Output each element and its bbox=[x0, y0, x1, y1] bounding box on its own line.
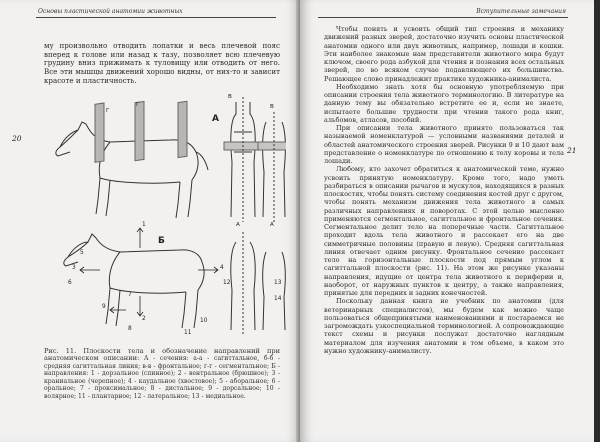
figure-number-9: 9 bbox=[102, 304, 106, 310]
right-paragraph-1: Чтобы понять и усвоить общий тип строения и механику движений разных зверей, достаточно изучить основы пластической анатомии одного или двух животных, например, лошади и кошки. Эти наиболее знакомые нам представители животного мира будут ключом, своего рода азбукой для чтения и познания всех остальных зверей, по во всяком случае подавляющего их большинства. Решающее слово принадлежит практике художника-анималиста. bbox=[324, 25, 564, 83]
left-running-head: Основы пластической анатомии животных bbox=[38, 8, 183, 15]
figure-number-13: 13 bbox=[274, 280, 282, 286]
figure-number-3: 3 bbox=[72, 265, 76, 271]
figure-label-g1: Г bbox=[136, 102, 140, 108]
figure-number-12: 12 bbox=[223, 280, 231, 286]
figure-number-1: 1 bbox=[142, 222, 146, 228]
caption-body: А - сечения: а-а - сагиттальное, б-б - средняя сагиттальная линия; в-в - фронтальное; г-г - сегментальное; Б - направления: 1 - дорзальное (спинное); 2 - вентральное (брюшное); 3 - краниальное (черепное); 4 - каудальное (хвостовое); 5 - аборальное; 6 - оральное; 7 - проксимальное; 8 - дистальное; 9 - дорсальное; 10 - волярное; 11 - плантарное; 12 - латеральное; 13 - медиальное. bbox=[44, 355, 280, 400]
right-paragraph-4: Любому, кто захочет обратиться к анатомической теме, нужно усвоить принятую номенклатуру. Кроме того, надо уметь разбираться в описании рычагов и мускулов, находящихся в разных плоскостях, чтобы понять систему соединения костей друг с другом, чтобы понять механизм движения тела животного в самых различных направлениях и поворотах. С этой целью мысленно применяются сегментальное, сагиттальное и фронтальное сечения. Сегментальное делит тело на поперечные части. Сагиттальное проходит вдоль тела животного и рассекает его на две симметричные половины (правую и левую). Средняя сагиттальная линия отвечает одним рисунку. Фронтальное сечение рассекает тело на горизонтальные плоскости под прямым углом к сагиттальной плоскости (рис. 11). На этом же рисунке указаны направления, идущие от центра тела животного к периферии и, наоборот, от наружных пунктов к центру, а также направления, принятые для передних и задних конечностей. bbox=[324, 165, 564, 297]
figure-number-8: 8 bbox=[128, 326, 132, 332]
right-header-rule bbox=[318, 17, 568, 18]
figure-caption bbox=[44, 348, 280, 400]
figure-panel-a-label: А bbox=[212, 114, 219, 124]
figure-label-v2: В bbox=[270, 104, 274, 110]
right-paragraph-2: Необходимо знать хотя бы основную употребляемую при описании строения тела животного терминологию. В литературе на данную тему вы обязательно встретите ее и, если не знаете, испытаете большие трудности при чтении такого рода книг, альбомов, атласов, пособий. bbox=[324, 82, 564, 124]
right-page bbox=[300, 0, 600, 442]
figure-number-11: 11 bbox=[184, 330, 192, 336]
right-edge-shadow bbox=[594, 0, 600, 442]
left-body-text bbox=[44, 42, 280, 85]
figure-11 bbox=[40, 92, 286, 340]
figure-label-v1: В bbox=[228, 94, 232, 100]
figure-number-4: 4 bbox=[220, 265, 224, 271]
figure-number-2: 2 bbox=[142, 316, 146, 322]
left-page-number: 20 bbox=[12, 134, 22, 143]
left-header-rule bbox=[36, 17, 276, 18]
right-paragraph-3: При описании тела животного принято пользоваться так называемой номенклатурой — условными названиями деталей и областей анатомического строения зверей. Рисунки 9 и 10 дают вам представление о номенклатуре по отношению к телу коровы и тела лошади. bbox=[324, 124, 564, 165]
figure-label-a2: А bbox=[270, 222, 274, 228]
right-running-head: Вступительные замечания bbox=[476, 8, 566, 15]
figure-number-5: 5 bbox=[80, 250, 84, 256]
figure-11-illustration bbox=[40, 92, 286, 340]
right-page-number: 21 bbox=[567, 146, 577, 155]
figure-number-14: 14 bbox=[274, 296, 282, 302]
figure-number-7: 7 bbox=[128, 292, 132, 298]
horse-rear-view-b bbox=[263, 252, 286, 330]
horse-side-view-b bbox=[64, 234, 204, 328]
figure-number-6: 6 bbox=[68, 280, 72, 286]
figure-number-10: 10 bbox=[200, 318, 208, 324]
horse-front-view-a bbox=[224, 97, 262, 222]
right-body-text bbox=[324, 25, 564, 355]
horse-rear-view-a bbox=[258, 112, 286, 222]
figure-label-a1: А bbox=[236, 222, 240, 228]
horse-front-view-b bbox=[231, 232, 255, 334]
right-paragraph-5: Поскольку данная книга не учебник по анатомии (для ветеринарных специалистов), мы будем как можно чаще пользоваться общепринятыми наименованиями и постараемся не загромождать узкоспециальной терминологией. А сопровождающие текст схемы и рисунки послужат достаточно наглядным материалом для изучения анатомии в том объеме, в каком это нужно художнику-анималисту. bbox=[324, 297, 564, 355]
caption-title: Рис. 11. Плоскости тела и обозначение направлений при анатомическом описании: bbox=[44, 347, 280, 363]
figure-label-g2: Г bbox=[106, 108, 110, 114]
left-paragraph: му произвольно отводить лопатки и весь плечевой пояс вперед к голове или назад к тазу, позволяет всю плечевую грудину вниз прижимать к туловищу или отводить от него. Все эти мышцы движений хорошо видны, от них-то и зависит красоте и пластичность. bbox=[44, 41, 280, 85]
figure-panel-b-label: Б bbox=[158, 236, 165, 246]
